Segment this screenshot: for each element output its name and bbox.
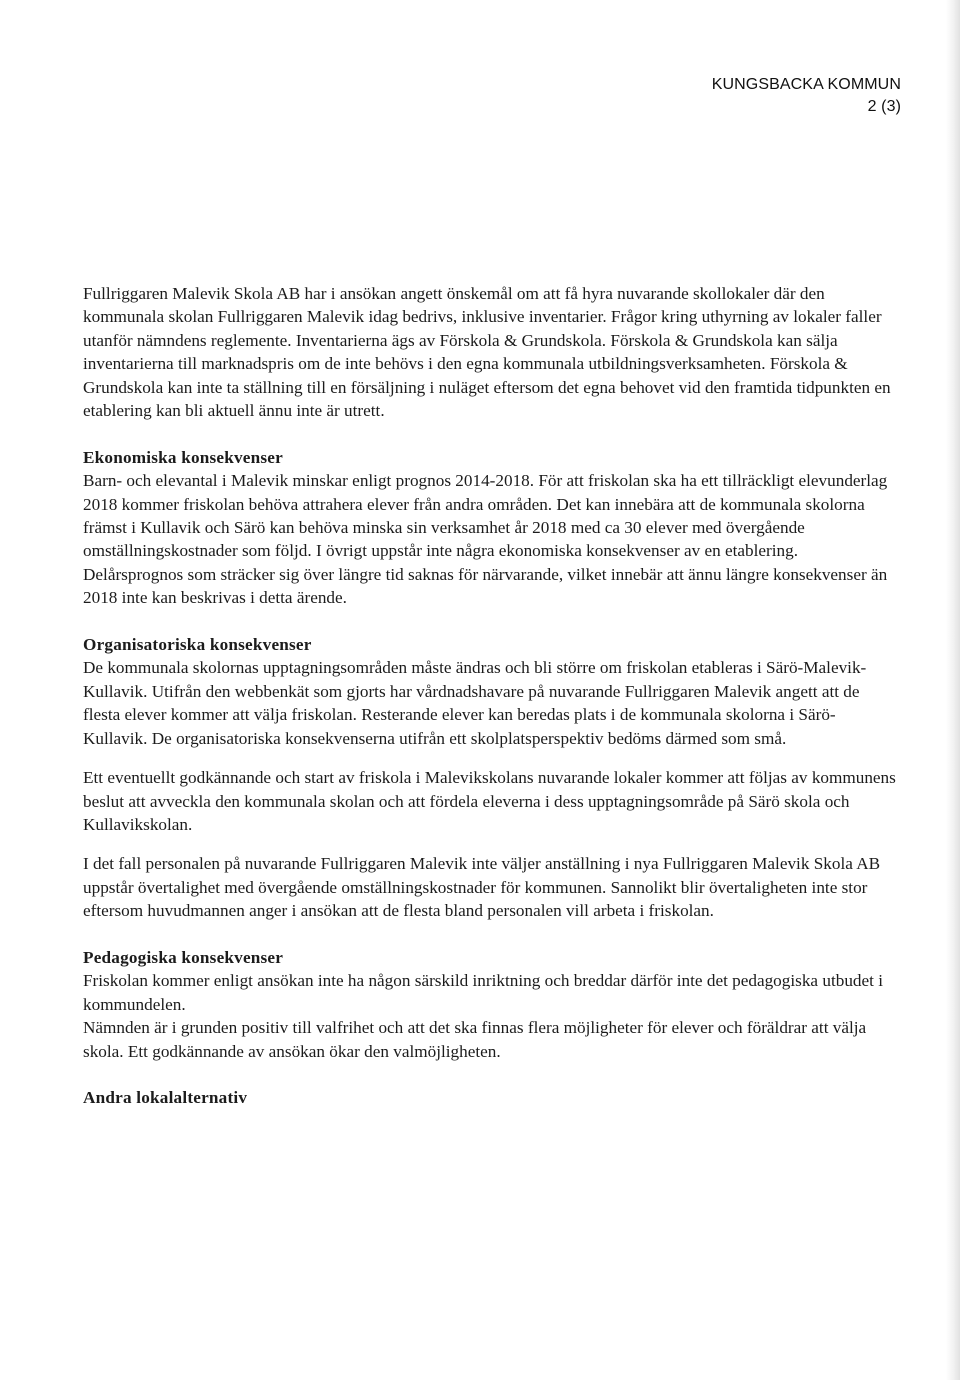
- section-paragraph: I det fall personalen på nuvarande Fullriggaren Malevik inte väljer anställning i nya Fullriggaren Malevik Skola AB uppstår övertalighet med övergående omställningskostnader för kommunen. Sannolikt blir övertaligheten inte stor eftersom huvudmannen anger i ansökan att de flesta bland personalen vill arbeta i friskolan.: [83, 854, 881, 921]
- section-heading: Organisatoriska konsekvenser: [83, 635, 312, 655]
- page-header: [712, 74, 901, 118]
- section-heading: Ekonomiska konsekvenser: [83, 447, 283, 467]
- section-heading: Andra lokalalternativ: [83, 1088, 248, 1108]
- page-number: 2 (3): [867, 98, 901, 115]
- section-lokalalternativ: [83, 1086, 898, 1109]
- section-paragraph: Nämnden är i grunden positiv till valfrihet och att det ska finnas flera möjligheter för elever och föräldrar att välja skola. Ett godkännande av ansökan ökar den valmöjligheten.: [83, 1018, 867, 1061]
- section-paragraph: Friskolan kommer enligt ansökan inte ha någon särskild inriktning och breddar därför inte det pedagogiska utbudet i kommundelen.: [83, 971, 883, 1014]
- section-paragraph: De kommunala skolornas upptagningsområden måste ändras och bli större om friskolan etableras i Särö-Malevik-Kullavik. Utifrån den webbenkät som gjorts har vårdnadshavare på nuvarande Fullriggaren Malevik angett att de flesta elever kommer att välja friskolan. Resterande elever kan beredas plats i de kommunala skolorna i Särö-Kullavik. De organisatoriska konsekvenserna utifrån ett skolplatsperspektiv bedöms därmed som små.: [83, 658, 867, 748]
- section-paragraph: Ett eventuellt godkännande och start av friskola i Malevikskolans nuvarande lokaler kommer att följas av kommunens beslut att avveckla den kommunala skolan och att fördela eleverna i dess upptagningsområde på Särö skola och Kullavikskolan.: [83, 768, 896, 834]
- section-ekonomiska: [83, 446, 898, 610]
- organization-name: KUNGSBACKA KOMMUN: [711, 76, 901, 93]
- document-body: [83, 282, 898, 1110]
- section-pedagogiska: [83, 946, 898, 1063]
- intro-paragraph: Fullriggaren Malevik Skola AB har i ansökan angett önskemål om att få hyra nuvarande skollokaler där den kommunala skolan Fullriggaren Malevik idag bedrivs, inklusive inventarier. Frågor kring uthyrning av lokaler faller utanför nämndens reglemente. Inventarierna ägs av Förskola & Grundskola. Förskola & Grundskola kan sälja inventarierna till marknadspris om de inte behövs i den egna kommunala utbildningsverksamheten. Förskola & Grundskola kan inte ta ställning till en försäljning i nuläget eftersom det egna behovet vid den framtida tidpunkten en etablering kan bli aktuell ännu inte är utrett.: [83, 284, 891, 421]
- section-heading: Pedagogiska konsekvenser: [83, 947, 284, 967]
- scan-edge-shadow: [946, 0, 960, 1380]
- section-organisatoriska: [83, 633, 898, 922]
- section-paragraph: Barn- och elevantal i Malevik minskar enligt prognos 2014-2018. För att friskolan ska ha ett tillräckligt elevunderlag 2018 kommer friskolan behöva attrahera elever från andra områden. Det kan innebära att de kommunala skolorna främst i Kullavik och Särö kan behöva minska sin verksamhet år 2018 med ca 30 elever med övergående omställningskostnader som följd. I övrigt uppstår inte några ekonomiska konsekvenser av en etablering. Delårsprognos som sträcker sig över längre tid saknas för närvarande, vilket innebär att ännu längre konsekvenser än 2018 inte kan beskrivas i detta ärende.: [83, 471, 888, 608]
